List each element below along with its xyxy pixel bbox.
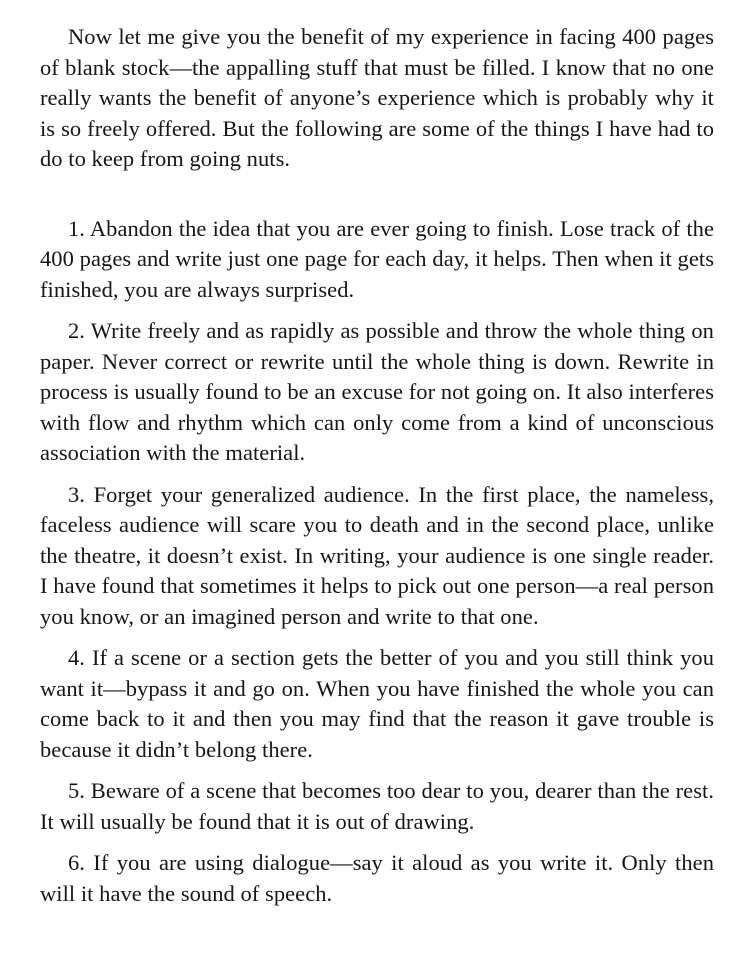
list-item-3: 3. Forget your generalized audience. In the first place, the nameless, faceless audience will scare you to death and in the second place, unlike the theatre, it doesn’t exist. In writing, your audience is one single reader. I have found that sometimes it helps to pick out one person—a real person you know, or an imagined person and write to that one. — [40, 481, 714, 629]
list-item-1: 1. Abandon the idea that you are ever going to finish. Lose track of the 400 pages and write just one page for each day, it helps. Then when it gets finished, you are always surprised. — [40, 215, 714, 302]
list-item-6: 6. If you are using dialogue—say it aloud as you write it. Only then will it have the sound of speech. — [40, 850, 714, 906]
document-page — [40, 22, 714, 909]
list-item-5: 5. Beware of a scene that becomes too dear to you, dearer than the rest. It will usually be found that it is out of drawing. — [40, 778, 714, 834]
list-item-2: 2. Write freely and as rapidly as possible and throw the whole thing on paper. Never correct or rewrite until the whole thing is down. Rewrite in process is usually found to be an excuse for not going on. It also interferes with flow and rhythm which can only come from a kind of unconscious association with the material. — [40, 318, 714, 465]
list-item-4: 4. If a scene or a section gets the better of you and you still think you want it—bypass it and go on. When you have finished the whole you can come back to it and then you may find that the reason it gave trouble is because it didn’t belong there. — [40, 645, 714, 762]
intro-paragraph: Now let me give you the benefit of my experience in facing 400 pages of blank stock—the appalling stuff that must be filled. I know that no one really wants the benefit of anyone’s experience which is probably why it is so freely offered. But the following are some of the things I have had to do to keep from going nuts. — [40, 24, 714, 171]
